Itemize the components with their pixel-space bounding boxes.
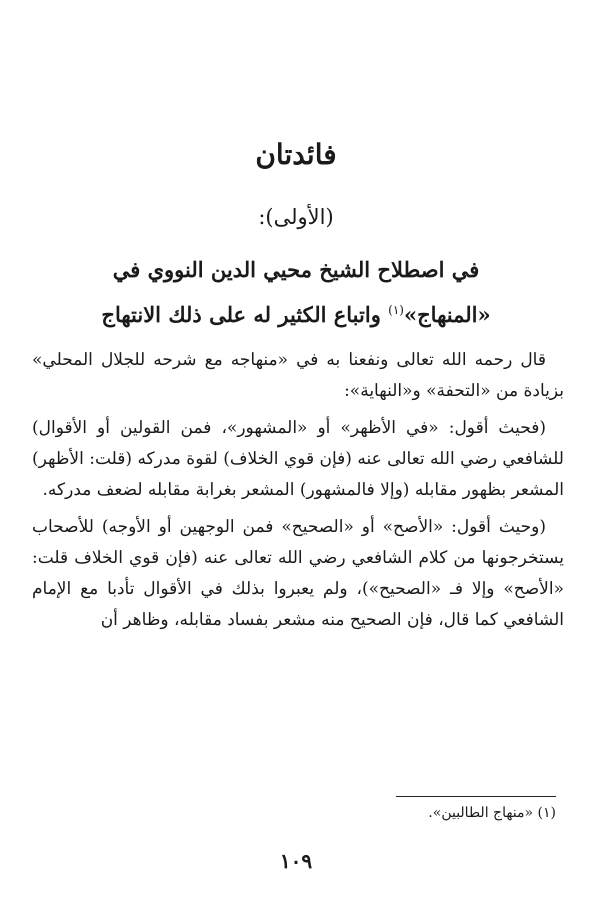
- heading-line-1: في اصطلاح الشيخ محيي الدين النووي في: [112, 257, 480, 282]
- body-text: [32, 345, 564, 636]
- footnote-reference: (١): [388, 303, 404, 317]
- paragraph-intro: قال رحمه الله تعالى ونفعنا به في «منهاجه مع شرحه للجلال المحلي» بزيادة من «التحفة» و«النهاية»:: [32, 350, 564, 401]
- page-title: فائدتان: [255, 138, 337, 171]
- footnote-divider: [396, 796, 556, 797]
- heading-line-3: واتباع الكثير له على ذلك الانتهاج: [101, 302, 381, 327]
- section-subtitle: (الأولى):: [258, 205, 334, 229]
- section-heading: [40, 250, 552, 335]
- paragraph-azhar-mashhur: (فحيث أقول: «في الأظهر» أو «المشهور»، فمن القولين أو الأقوال) للشافعي رضي الله تعالى عنه (فإن قوي الخلاف) لقوة مدركه (قلت: الأظهر) المشعر بظهور مقابله (وإلا فالمشهور) المشعر بغرابة مقابله لضعف مدركه.: [32, 418, 564, 500]
- heading-line-2: [40, 290, 552, 335]
- heading-book-title: «المنهاج»: [403, 302, 491, 327]
- paragraph-asahh-sahih: (وحيث أقول: «الأصح» أو «الصحيح» فمن الوجهين أو الأوجه) للأصحاب يستخرجونها من كلام الشافعي رضي الله تعالى عنه (فإن قوي الخلاف قلت: «الأصح» وإلا فـ «الصحيح»)، ولم يعبروا بذلك في الأقوال تأدبا مع الإمام الشافعي كما قال، فإن الصحيح منه مشعر بفساد مقابله، وظاهر أن: [32, 517, 564, 630]
- footnote: (١) «منهاج الطالبين».: [428, 805, 556, 821]
- page-number: ١٠٩: [279, 849, 313, 873]
